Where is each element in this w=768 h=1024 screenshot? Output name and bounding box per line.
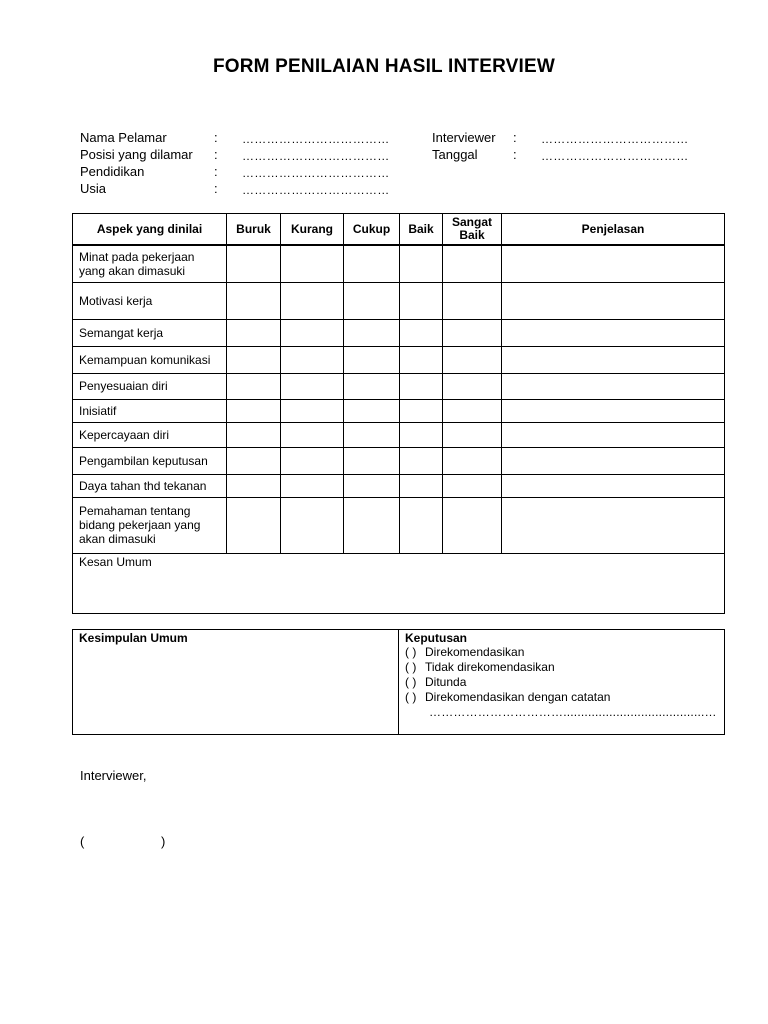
form-title: FORM PENILAIAN HASIL INTERVIEW: [212, 56, 556, 77]
option-label: Ditunda: [425, 675, 467, 689]
aspect-label: Penyesuaian diri: [73, 373, 227, 399]
decision-option-not-recommended[interactable]: [405, 660, 718, 675]
table-row: [73, 497, 725, 553]
kesan-umum-cell[interactable]: [73, 553, 725, 613]
score-cell-baik[interactable]: [400, 422, 443, 447]
field-value-posisi: ………………………………: [242, 149, 390, 163]
option-checkbox[interactable]: ( ): [405, 660, 417, 674]
score-cell-kurang[interactable]: [281, 474, 344, 497]
score-cell-cukup[interactable]: [344, 245, 400, 282]
header-aspek: Aspek yang dinilai: [73, 214, 227, 246]
score-cell-buruk[interactable]: [227, 373, 281, 399]
score-cell-buruk[interactable]: [227, 447, 281, 474]
decision-option-recommended-with-notes[interactable]: [405, 690, 718, 705]
interview-info: [432, 130, 732, 166]
keputusan-label: Keputusan: [405, 631, 468, 645]
score-cell-cukup[interactable]: [344, 474, 400, 497]
score-cell-sangat-baik[interactable]: [443, 373, 502, 399]
decision-option-recommended[interactable]: [405, 645, 718, 660]
explanation-cell[interactable]: [502, 346, 725, 373]
field-value-pendidikan: ………………………………: [242, 166, 390, 180]
header-sangat-baik-line2: Baik: [459, 228, 485, 242]
table-row: [73, 346, 725, 373]
explanation-cell[interactable]: [502, 245, 725, 282]
aspect-label: [73, 497, 227, 553]
field-colon: :: [513, 147, 517, 162]
score-cell-kurang[interactable]: [281, 422, 344, 447]
kesimpulan-umum-cell[interactable]: [73, 630, 399, 735]
field-label-tanggal: Tanggal: [432, 147, 478, 162]
score-cell-baik[interactable]: [400, 474, 443, 497]
score-cell-baik[interactable]: [400, 399, 443, 422]
score-cell-buruk[interactable]: [227, 282, 281, 319]
aspect-line: yang akan dimasuki: [79, 263, 186, 278]
table-row: [73, 245, 725, 282]
score-cell-sangat-baik[interactable]: [443, 447, 502, 474]
score-cell-baik[interactable]: [400, 497, 443, 553]
option-checkbox[interactable]: ( ): [405, 645, 417, 659]
field-value-interviewer: ………………………………: [541, 132, 689, 146]
score-cell-kurang[interactable]: [281, 447, 344, 474]
score-cell-sangat-baik[interactable]: [443, 422, 502, 447]
kesimpulan-umum-label: Kesimpulan Umum: [79, 631, 188, 645]
field-value-tanggal: ………………………………: [541, 149, 689, 163]
header-kurang: Kurang: [281, 214, 344, 246]
table-row: [73, 447, 725, 474]
table-row: [73, 474, 725, 497]
score-cell-kurang[interactable]: [281, 497, 344, 553]
header-cukup: Cukup: [344, 214, 400, 246]
field-label-posisi: Posisi yang dilamar: [80, 147, 193, 162]
score-cell-kurang[interactable]: [281, 319, 344, 346]
notes-dotted-line[interactable]: ……………………………........................................…: [429, 705, 717, 719]
table-row: [73, 399, 725, 422]
score-cell-sangat-baik[interactable]: [443, 282, 502, 319]
aspect-label: [73, 245, 227, 282]
score-cell-cukup[interactable]: [344, 422, 400, 447]
score-cell-buruk[interactable]: [227, 319, 281, 346]
score-cell-baik[interactable]: [400, 447, 443, 474]
aspect-line: akan dimasuki: [79, 532, 156, 546]
field-label-nama: Nama Pelamar: [80, 130, 167, 145]
score-cell-baik[interactable]: [400, 245, 443, 282]
explanation-cell[interactable]: [502, 497, 725, 553]
score-cell-kurang[interactable]: [281, 373, 344, 399]
score-cell-buruk[interactable]: [227, 245, 281, 282]
score-cell-sangat-baik[interactable]: [443, 245, 502, 282]
score-cell-cukup[interactable]: [344, 319, 400, 346]
score-cell-cukup[interactable]: [344, 447, 400, 474]
table-row: [73, 422, 725, 447]
table-row: [73, 282, 725, 319]
signature-open-paren: (: [80, 834, 85, 849]
signature-label: Interviewer,: [80, 768, 147, 783]
score-cell-buruk[interactable]: [227, 422, 281, 447]
table-row: [73, 373, 725, 399]
score-cell-baik[interactable]: [400, 319, 443, 346]
score-cell-baik[interactable]: [400, 373, 443, 399]
keputusan-cell: [399, 630, 725, 735]
aspect-label: Inisiatif: [73, 399, 227, 422]
field-colon: :: [513, 130, 517, 145]
score-cell-cukup[interactable]: [344, 282, 400, 319]
score-cell-sangat-baik[interactable]: [443, 497, 502, 553]
score-cell-sangat-baik[interactable]: [443, 399, 502, 422]
field-label-pendidikan: Pendidikan: [80, 164, 145, 179]
aspect-line: Minat pada pekerjaan: [79, 249, 195, 264]
applicant-info: [80, 130, 420, 200]
field-colon: :: [214, 130, 218, 145]
field-label-usia: Usia: [80, 181, 107, 196]
explanation-cell[interactable]: [502, 474, 725, 497]
score-cell-baik[interactable]: [400, 282, 443, 319]
field-colon: :: [214, 164, 218, 179]
field-label-interviewer: Interviewer: [432, 130, 496, 145]
score-cell-cukup[interactable]: [344, 346, 400, 373]
score-cell-kurang[interactable]: [281, 346, 344, 373]
score-cell-sangat-baik[interactable]: [443, 319, 502, 346]
score-cell-kurang[interactable]: [281, 245, 344, 282]
option-label: Direkomendasikan: [425, 645, 525, 659]
aspect-line: bidang pekerjaan yang: [79, 518, 201, 532]
explanation-cell[interactable]: [502, 373, 725, 399]
table-row: [73, 319, 725, 346]
explanation-cell[interactable]: [502, 282, 725, 319]
header-baik: Baik: [400, 214, 443, 246]
decision-option-postponed[interactable]: [405, 675, 718, 690]
kesan-umum-row: [73, 553, 725, 613]
signature-close-paren: ): [161, 834, 166, 849]
aspect-label: Pengambilan keputusan: [73, 447, 227, 474]
explanation-cell[interactable]: [502, 399, 725, 422]
option-checkbox[interactable]: ( ): [405, 675, 417, 689]
score-cell-buruk[interactable]: [227, 474, 281, 497]
table-header-row: [73, 214, 725, 246]
aspect-label: Semangat kerja: [73, 319, 227, 346]
header-sangat-baik: [443, 214, 502, 246]
field-value-nama: ………………………………: [242, 132, 390, 146]
conclusion-table: [72, 629, 725, 735]
aspect-label: Daya tahan thd tekanan: [73, 474, 227, 497]
score-cell-baik[interactable]: [400, 346, 443, 373]
explanation-cell[interactable]: [502, 319, 725, 346]
field-colon: :: [214, 181, 218, 196]
explanation-cell[interactable]: [502, 422, 725, 447]
aspect-label: Motivasi kerja: [73, 282, 227, 319]
option-label: Direkomendasikan dengan catatan: [425, 690, 611, 704]
header-buruk: Buruk: [227, 214, 281, 246]
field-colon: :: [214, 147, 218, 162]
option-label: Tidak direkomendasikan: [425, 660, 555, 674]
assessment-table: [72, 213, 725, 614]
kesan-umum-label: Kesan Umum: [79, 554, 152, 569]
score-cell-cukup[interactable]: [344, 497, 400, 553]
score-cell-sangat-baik[interactable]: [443, 474, 502, 497]
score-cell-buruk[interactable]: [227, 346, 281, 373]
score-cell-kurang[interactable]: [281, 399, 344, 422]
option-checkbox[interactable]: ( ): [405, 690, 417, 704]
score-cell-cukup[interactable]: [344, 399, 400, 422]
header-sangat-baik-line1: Sangat: [451, 215, 492, 229]
aspect-line: Pemahaman tentang: [79, 504, 191, 518]
aspect-label: Kemampuan komunikasi: [73, 346, 227, 373]
field-value-usia: ………………………………: [242, 183, 390, 197]
score-cell-buruk[interactable]: [227, 399, 281, 422]
score-cell-sangat-baik[interactable]: [443, 346, 502, 373]
aspect-label: Kepercayaan diri: [73, 422, 227, 447]
header-penjelasan: Penjelasan: [502, 214, 725, 246]
score-cell-kurang[interactable]: [281, 282, 344, 319]
score-cell-buruk[interactable]: [227, 497, 281, 553]
explanation-cell[interactable]: [502, 447, 725, 474]
score-cell-cukup[interactable]: [344, 373, 400, 399]
